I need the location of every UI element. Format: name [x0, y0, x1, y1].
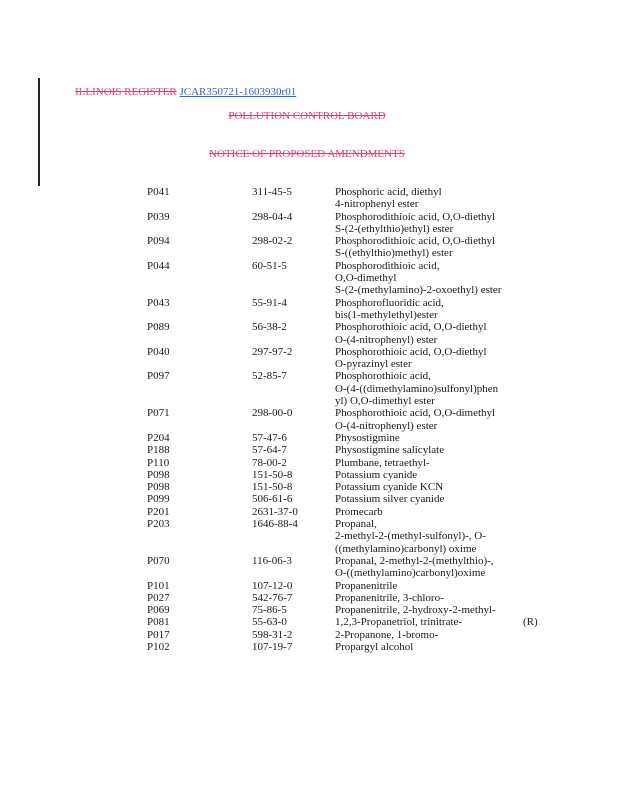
table-row	[0, 260, 624, 297]
substance-name-line: Phosphorothioic acid,	[335, 370, 431, 383]
substance-name-line: Phosphorodithioic acid,	[335, 259, 440, 272]
substance-name-line: Propanal,	[335, 518, 377, 531]
cas-number: 297-97-2	[252, 345, 293, 358]
waste-code: P081	[147, 616, 170, 629]
substance-name-line: O-(4-nitrophenyl) ester	[335, 333, 438, 346]
cas-number: 298-00-0	[252, 407, 293, 420]
substance-name-line: Phosphorothioic acid, O,O-dimethyl	[335, 407, 496, 420]
table-row	[0, 506, 624, 518]
substance-name	[335, 297, 515, 322]
substance-name-line: O-pyrazinyl ester	[335, 358, 412, 371]
substance-name	[335, 370, 515, 407]
substance-name-line: S-(2-(ethylthio)ethyl) ester	[335, 222, 454, 235]
substance-name-line: Phosphorofluoridic acid,	[335, 296, 444, 309]
substance-name-line: S-((ethylthio)methyl) ester	[335, 247, 453, 260]
substance-name	[335, 444, 515, 456]
cas-number: 55-91-4	[252, 296, 287, 309]
document-id-link[interactable]: JCAR350721-1603930r01	[179, 86, 297, 98]
substance-name-line: Potassium cyanide KCN	[335, 481, 444, 494]
substance-name-line: 2-Propanone, 1-bromo-	[335, 628, 439, 641]
cas-number: 55-63-0	[252, 616, 287, 629]
substance-name	[335, 641, 515, 653]
notice-title: NOTICE OF PROPOSED AMENDMENTS	[209, 148, 405, 160]
table-row	[0, 297, 624, 322]
table-row	[0, 629, 624, 641]
substance-name	[335, 616, 515, 628]
substance-name-line: O-(4-((dimethylamino)sulfonyl)phen	[335, 382, 499, 395]
cas-number: 107-19-7	[252, 640, 293, 653]
substance-name-line: Propanenitrile, 2-hydroxy-2-methyl-	[335, 604, 496, 617]
waste-code: P099	[147, 493, 170, 506]
table-row	[0, 444, 624, 456]
substance-name-line: S-(2-(methylamino)-2-oxoethyl) ester	[335, 284, 502, 297]
cas-number: 107-12-0	[252, 579, 293, 592]
waste-code: P201	[147, 505, 170, 518]
waste-code: P027	[147, 591, 170, 604]
waste-code: P098	[147, 468, 170, 481]
table-row	[0, 469, 624, 481]
waste-code: P110	[147, 456, 170, 469]
cas-number: 151-50-8	[252, 468, 293, 481]
waste-code: P040	[147, 345, 170, 358]
substance-name	[335, 432, 515, 444]
waste-code: P044	[147, 259, 170, 272]
substance-name	[335, 580, 515, 592]
register-header	[75, 86, 296, 99]
waste-code: P039	[147, 210, 170, 223]
substance-name-line: Phosphorodithioic acid, O,O-diethyl	[335, 235, 496, 248]
table-row	[0, 555, 624, 580]
cas-number: 56-38-2	[252, 321, 287, 334]
substance-name	[335, 346, 515, 371]
substance-name-line: Physostigmine	[335, 431, 400, 444]
cas-number: 116-06-3	[252, 554, 292, 567]
cas-number: 151-50-8	[252, 481, 293, 494]
substance-name-line: Propanal, 2-methyl-2-(methylthio)-,	[335, 554, 494, 567]
waste-code: P070	[147, 554, 170, 567]
table-row	[0, 481, 624, 493]
substance-name-line: O-((methylamino)carbonyl)oxime	[335, 567, 486, 580]
table-row	[0, 370, 624, 407]
substance-name-line: Potassium silver cyanide	[335, 493, 445, 506]
waste-code: P204	[147, 431, 170, 444]
waste-code: P188	[147, 444, 170, 457]
table-row	[0, 211, 624, 236]
revision-margin-bar	[38, 78, 40, 186]
cas-number: 1646-88-4	[252, 518, 298, 531]
substance-name-line: Phosphorothioic acid, O,O-diethyl	[335, 345, 487, 358]
substance-name	[335, 592, 515, 604]
register-title: ILLINOIS REGISTER	[75, 86, 177, 98]
waste-code: P069	[147, 604, 170, 617]
cas-number: 57-47-6	[252, 431, 287, 444]
cas-number: 78-00-2	[252, 456, 287, 469]
waste-code: P101	[147, 579, 170, 592]
substance-name-line: Phosphorodithioic acid, O,O-diethyl	[335, 210, 496, 223]
substance-name-line: Propanenitrile	[335, 579, 398, 592]
substance-name-line: Promecarb	[335, 505, 383, 518]
waste-code: P098	[147, 481, 170, 494]
hazard-code: (R)	[523, 616, 538, 629]
table-row	[0, 186, 624, 211]
substance-name-line: Physostigmine salicylate	[335, 444, 445, 457]
cas-number: 52-85-7	[252, 370, 287, 383]
waste-code: P097	[147, 370, 170, 383]
table-row	[0, 457, 624, 469]
waste-code: P094	[147, 235, 170, 248]
substance-name-line: 4-nitrophenyl ester	[335, 198, 419, 211]
table-row	[0, 580, 624, 592]
substance-name-line: yl) O,O-dimethyl ester	[335, 395, 435, 408]
cas-number: 311-45-5	[252, 186, 292, 198]
waste-code: P041	[147, 186, 170, 198]
substance-name-line: ((methylamino)carbonyl) oxime	[335, 542, 477, 555]
substance-name-line: O-(4-nitrophenyl) ester	[335, 419, 438, 432]
cas-number: 57-64-7	[252, 444, 287, 457]
cas-number: 2631-37-0	[252, 505, 298, 518]
substance-name-line: Phosphoric acid, diethyl	[335, 186, 442, 198]
cas-number: 298-04-4	[252, 210, 293, 223]
substance-name-line: Propargyl alcohol	[335, 640, 414, 653]
waste-code: P089	[147, 321, 170, 334]
substance-name	[335, 407, 515, 432]
cas-number: 598-31-2	[252, 628, 293, 641]
table-row	[0, 518, 624, 555]
table-row	[0, 407, 624, 432]
substance-name	[335, 506, 515, 518]
substance-name	[335, 457, 515, 469]
substance-name	[335, 518, 515, 555]
substance-name-line: Potassium cyanide	[335, 468, 418, 481]
waste-code: P071	[147, 407, 170, 420]
substance-name-line: bis(1-methylethyl)ester	[335, 308, 438, 321]
substance-name	[335, 481, 515, 493]
table-row	[0, 321, 624, 346]
substance-name-line: Plumbane, tetraethyl-	[335, 456, 430, 469]
substance-name	[335, 321, 515, 346]
cas-number: 298-02-2	[252, 235, 293, 248]
substance-name-line: O,O-dimethyl	[335, 272, 397, 285]
substance-name	[335, 186, 515, 211]
board-title: POLLUTION CONTROL BOARD	[228, 110, 386, 122]
hazardous-waste-table	[0, 186, 624, 653]
table-row	[0, 432, 624, 444]
substance-name	[335, 260, 515, 297]
waste-code: P043	[147, 296, 170, 309]
waste-code: P102	[147, 640, 170, 653]
substance-name-line: Propanenitrile, 3-chloro-	[335, 591, 444, 604]
table-row	[0, 235, 624, 260]
cas-number: 60-51-5	[252, 259, 287, 272]
table-row	[0, 592, 624, 604]
table-row	[0, 641, 624, 653]
substance-name	[335, 604, 515, 616]
substance-name	[335, 211, 515, 236]
substance-name	[335, 555, 515, 580]
substance-name	[335, 493, 515, 505]
waste-code: P203	[147, 518, 170, 531]
table-row	[0, 616, 624, 628]
table-row	[0, 493, 624, 505]
substance-name-line: 1,2,3-Propanetriol, trinitrate-	[335, 616, 463, 629]
cas-number: 542-76-7	[252, 591, 293, 604]
substance-name-line: Phosphorothioic acid, O,O-diethyl	[335, 321, 487, 334]
substance-name	[335, 235, 515, 260]
substance-name	[335, 469, 515, 481]
cas-number: 506-61-6	[252, 493, 293, 506]
table-row	[0, 604, 624, 616]
substance-name	[335, 629, 515, 641]
waste-code: P017	[147, 628, 170, 641]
cas-number: 75-86-5	[252, 604, 287, 617]
table-row	[0, 346, 624, 371]
substance-name-line: 2-methyl-2-(methyl-sulfonyl)-, O-	[335, 530, 486, 543]
